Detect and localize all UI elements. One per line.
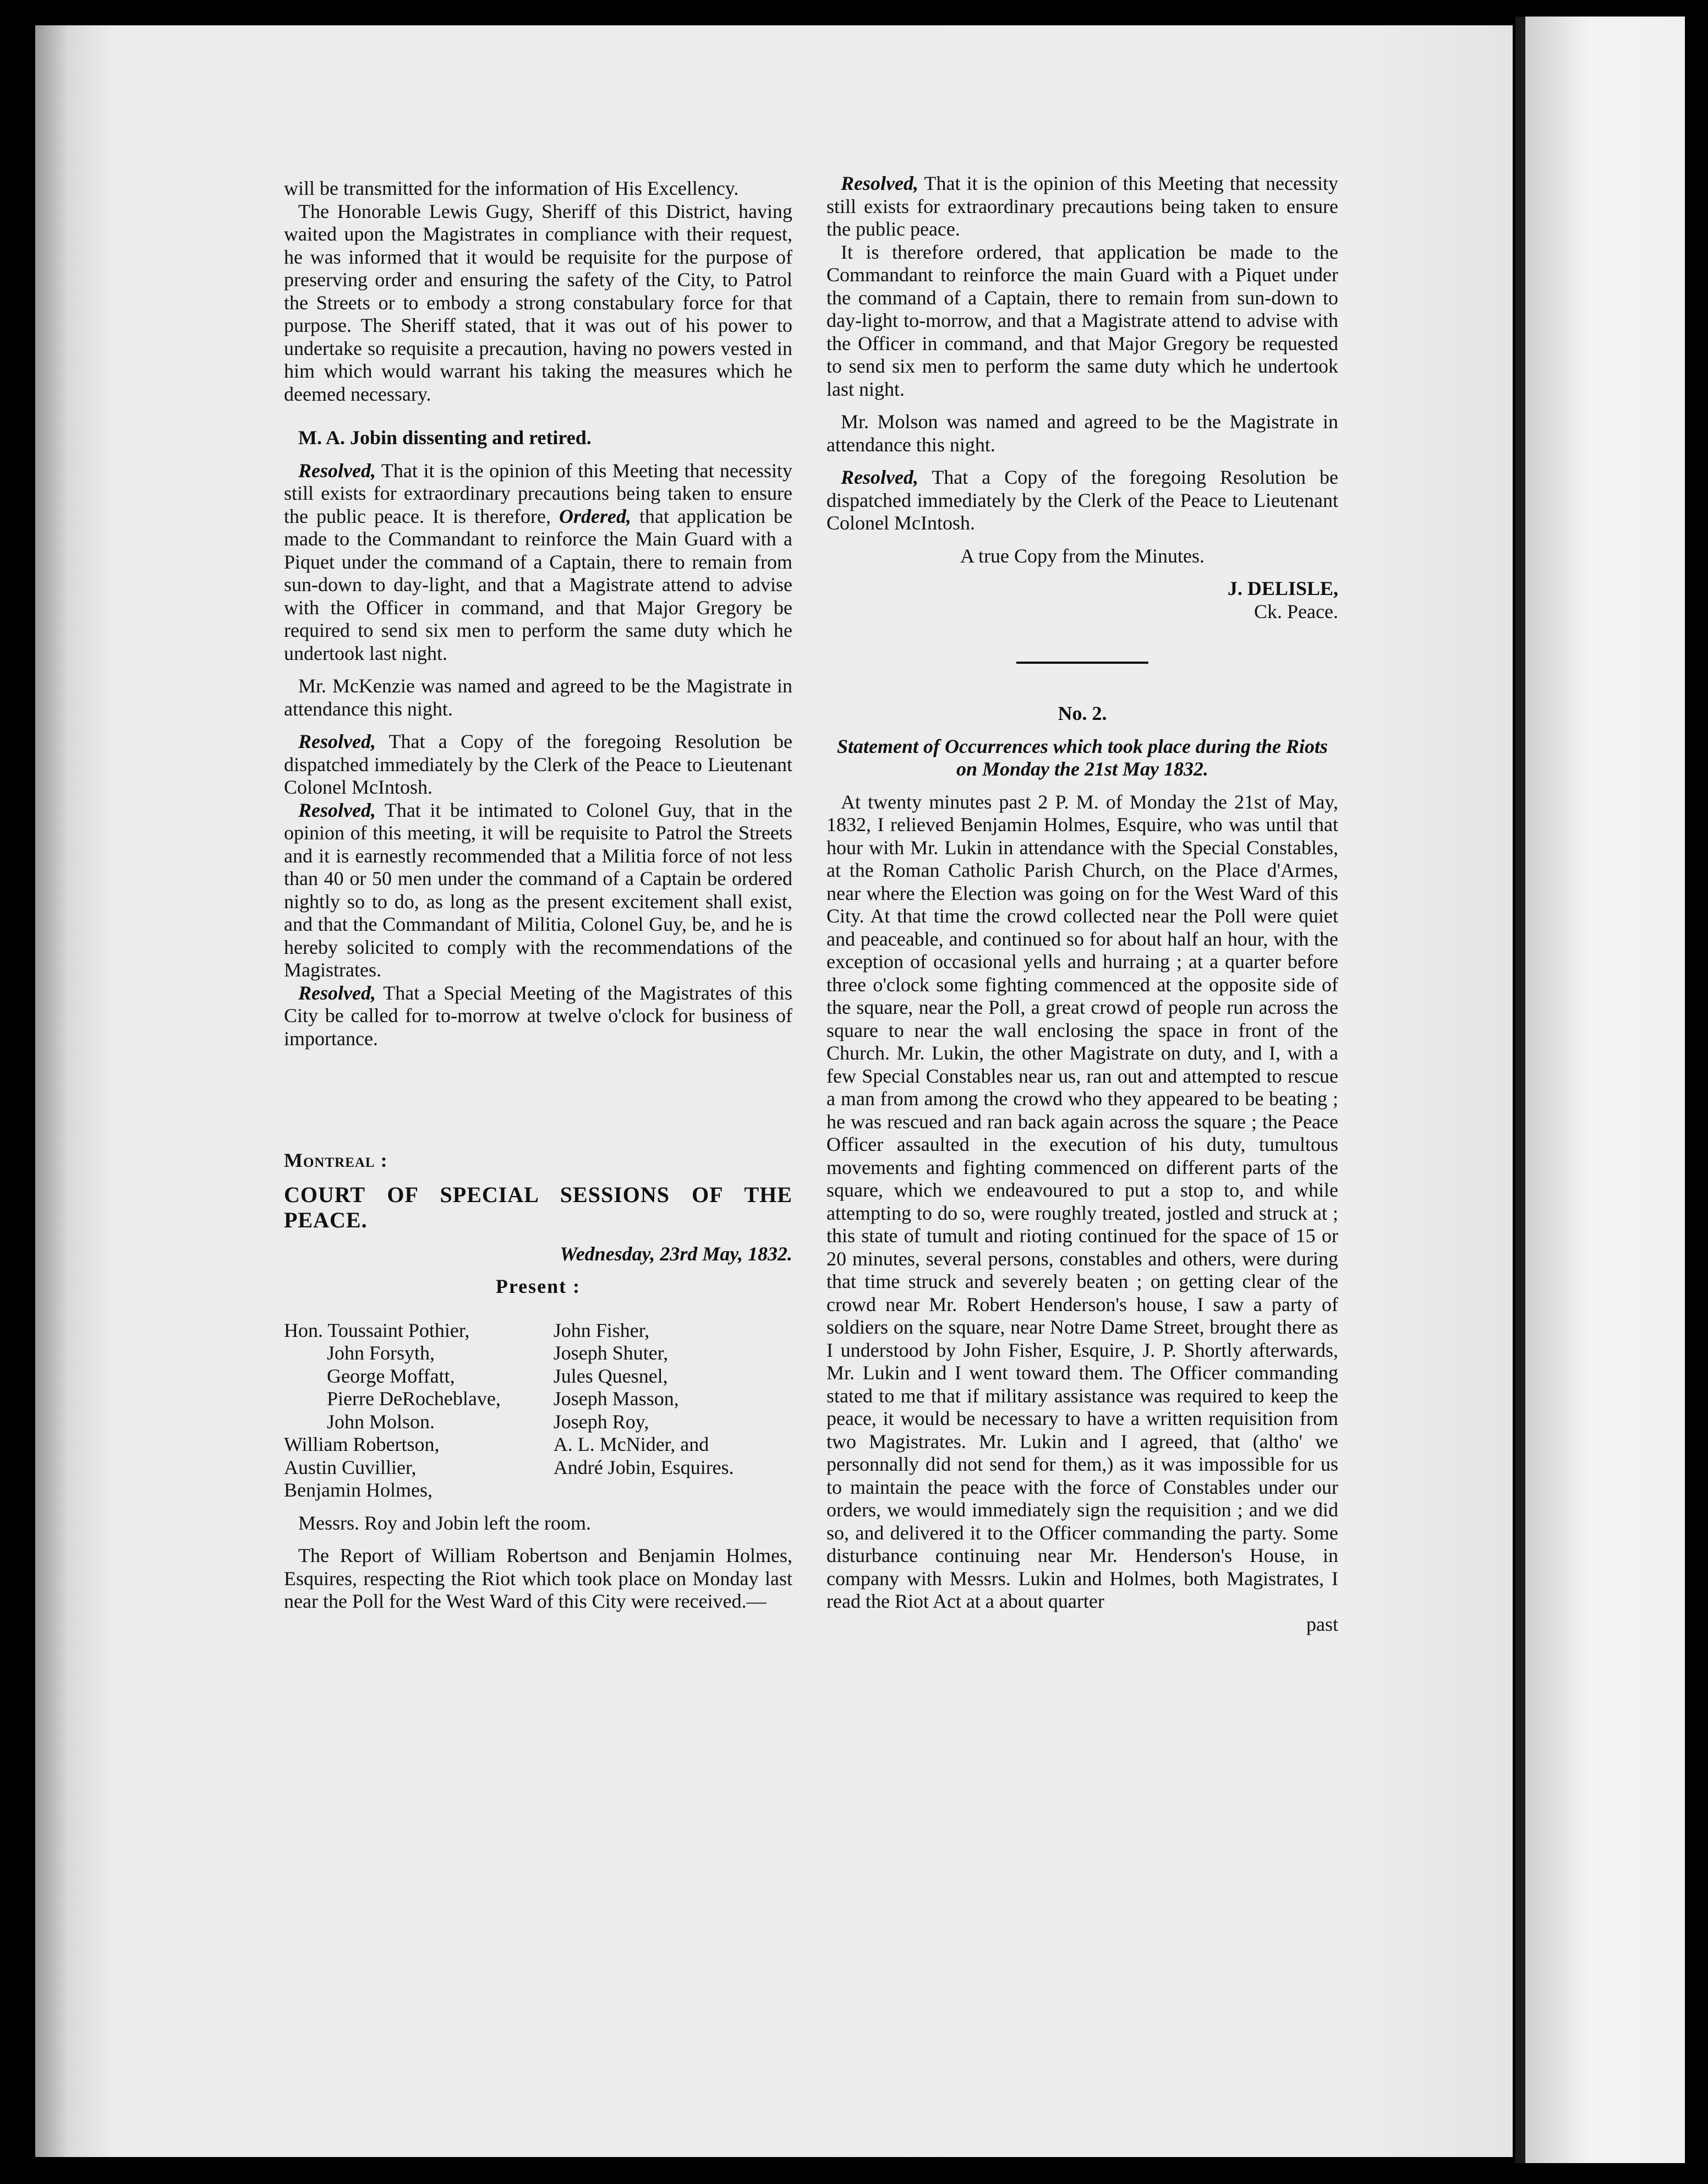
attendee [554, 1479, 792, 1502]
attendee: John Fisher, [553, 1319, 650, 1341]
page-gutter [1515, 17, 1525, 2163]
present-heading: Present : [495, 1275, 581, 1297]
right-column [826, 172, 1338, 1636]
session-date: Wednesday, 23rd May, 1832. [560, 1242, 792, 1265]
resolution-3: Resolved, That it be intimated to Colonel Guy, that in the opinion of this meeting, it will be requisite to Patrol the Streets and it is earnestly recommended that a Militia force of not less than 40 or 50 men under the command of a Captain be ordered nightly so to do, as long as the present excitement shall exist, and that the Commandant of Militia, Colonel Guy, be, and he is hereby solicited to comply with the recommendations of the Magistrates. [284, 799, 792, 981]
resolution-1: Resolved, That it is the opinion of this Meeting that necessity still exists for extraordinary precautions being taken to ensure the public peace. It is therefore, Ordered, that application be made to the Commandant to reinforce the Main Guard with a Piquet under the command of a Captain, there to remain from sun-down to day-light, and that a Magistrate attend to advise with the Officer in command, and that Major Gregory be required to send six men to perform the same duty which he undertook last night. [284, 459, 792, 664]
resolution-4: Resolved, That a Special Meeting of the Magistrates of this City be called for to-morrow at twelve o'clock for business of importance. [284, 981, 792, 1050]
molson-note: Mr. Molson was named and agreed to be the Magistrate in attendance this night. [826, 411, 1338, 456]
clerk-title: Ck. Peace. [1254, 600, 1338, 623]
section-number: No. 2. [1058, 702, 1107, 724]
attendee: Austin Cuvillier, [284, 1456, 417, 1478]
report-received: The Report of William Robertson and Benjamin Holmes, Esquires, respecting the Riot which took place on Monday last near the Poll for the West Ward of this City were received.— [284, 1544, 792, 1612]
left-room-note: Messrs. Roy and Jobin left the room. [298, 1511, 591, 1534]
attendee: Hon. Toussaint Pothier, [284, 1319, 470, 1341]
true-copy-line: A true Copy from the Minutes. [960, 544, 1205, 567]
statement-title: Statement of Occurrences which took place during the Riots on Monday the 21st May 1832. [836, 735, 1328, 780]
catchword: past [1306, 1613, 1338, 1635]
dissent-note: M. A. Jobin dissenting and retired. [298, 427, 592, 449]
resolution-2: Resolved, That a Copy of the foregoing Resolution be dispatched immediately by the Clerk of the Peace to Lieutenant Colonel McIntosh. [284, 730, 792, 798]
attendee: Joseph Roy, [553, 1410, 649, 1433]
resolution-6: Resolved, That a Copy of the foregoing Resolution be dispatched immediately by the Clerk of the Peace to Lieutenant Colonel McIntosh. [826, 466, 1338, 534]
attendee: Benjamin Holmes, [284, 1479, 433, 1501]
court-title: COURT OF SPECIAL SESSIONS OF THE PEACE. [284, 1182, 792, 1232]
attendee: John Forsyth, [327, 1342, 435, 1364]
attendee: A. L. McNider, and [553, 1433, 709, 1455]
resolution-5: Resolved, That it is the opinion of this Meeting that necessity still exists for extraordinary precautions being taken to ensure the public peace. [826, 172, 1338, 240]
attendee: John Molson. [327, 1410, 435, 1433]
attendee: Jules Quesnel, [553, 1364, 668, 1387]
attendee: Joseph Shuter, [553, 1342, 669, 1364]
attendee: Joseph Masson, [553, 1388, 679, 1410]
attendee-list [284, 1319, 792, 1502]
attendee: George Moffatt, [327, 1364, 455, 1387]
left-column [284, 177, 792, 1613]
adjacent-page-edge [1525, 17, 1685, 2163]
clerk-signature: J. DELISLE, [1227, 577, 1338, 599]
attendee: William Robertson, [284, 1433, 440, 1455]
mckenzie-note: Mr. McKenzie was named and agreed to be the Magistrate in attendance this night. [284, 675, 792, 720]
paragraph-continuation: will be transmitted for the information of His Excellency. [284, 177, 739, 199]
place-heading: Montreal : [284, 1149, 388, 1171]
paragraph-sheriff: The Honorable Lewis Gugy, Sheriff of this District, having waited upon the Magistrates in compliance with their request, he was informed that it would be requisite for the purpose of preserving order and ensuring the safety of the City, to Patrol the Streets or to embody a strong constabulary force for that purpose. The Sheriff stated, that it was out of his power to undertake so requisite a precaution, having no powers vested in him which would warrant his taking the measures which he deemed necessary. [284, 200, 792, 405]
attendee: Pierre DeRocheblave, [327, 1388, 501, 1410]
statement-body: At twenty minutes past 2 P. M. of Monday the 21st of May, 1832, I relieved Benjamin Holmes, Esquire, who was until that hour with Mr. Lukin in attendance with the Special Constables, at the Roman Catholic Parish Church, on the Place d'Armes, near where the Election was going on for the West Ward of this City. At that time the crowd collected near the Poll were quiet and peaceable, and continued so for about half an hour, with the exception of occasional yells and hurraing ; at a quarter before three o'clock some fighting commenced at the opposite side of the square, near the Poll, a great crowd of people run across the square to near the wall enclosing the space in front of the Church. Mr. Lukin, the other Magistrate on duty, and I, with a few Special Constables near us, ran out and attempted to rescue a man from among the crowd who they appeared to be beating ; he was rescued and ran back again across the square ; the Peace Officer assaulted in the execution of his duty, tumultous movements and fighting commenced on different parts of the square, which we endeavoured to put a stop to, and while attempting to do so, were roughly treated, jostled and struck at ; this state of tumult and rioting continued for the space of 15 or 20 minutes, several persons, constables and others, were during that time struck and severely beaten ; on getting clear of the crowd near Mr. Robert Henderson's house, I saw a party of soldiers on the square, near Notre Dame Street, brought there as I understood by John Fisher, Esquire, J. P. Shortly afterwards, Mr. Lukin and I went toward them. The Officer commanding stated to me that if military assistance was required to keep the peace, it would be necessary to have a written requisition from two Magistrates. Mr. Lukin and I agreed, that (altho' we personnally did not send for them,) as it was impossible for us to maintain the peace with the force of Constables under our orders, we would immediately sign the requisition ; and we did so, and delivered it to the Officer commanding the party. Some disturbance continuing near Mr. Henderson's House, in company with Messrs. Lukin and Holmes, both Magistrates, I read the Riot Act at a about quarter [826, 790, 1338, 1612]
order-paragraph: It is therefore ordered, that application be made to the Commandant to reinforce the main Guard with a Piquet under the command of a Captain, there to remain from sun-down to day-light to-morrow, and that a Magistrate attend to advise with the Officer in command, and that Major Gregory be requested to send six men to perform the same duty which he undertook last night. [826, 241, 1338, 400]
attendee: André Jobin, Esquires. [553, 1456, 734, 1478]
